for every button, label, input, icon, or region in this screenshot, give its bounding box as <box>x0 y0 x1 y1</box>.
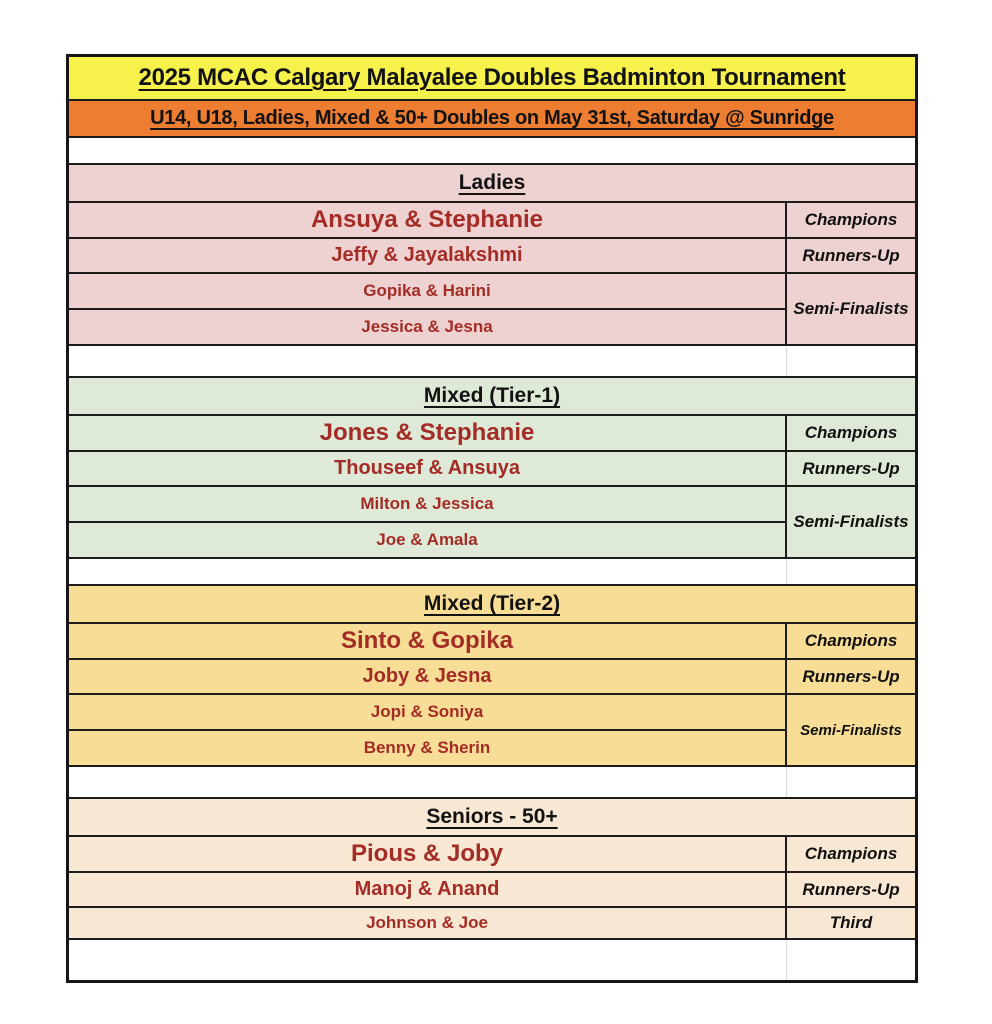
section-mixed-tier2 <box>69 584 915 765</box>
spacer-cell <box>786 767 915 797</box>
result-label: Runners-Up <box>802 666 900 686</box>
runnersup-names-cell <box>69 452 785 485</box>
table-row <box>69 237 915 272</box>
table-row <box>69 274 785 308</box>
spacer-cell <box>69 346 786 376</box>
table-row <box>69 487 785 521</box>
runnersup-names-cell <box>69 239 785 272</box>
tournament-title-row <box>69 57 915 99</box>
pair-names: Joe & Amala <box>376 530 478 549</box>
section-seniors-header <box>69 799 915 835</box>
table-row <box>69 695 785 729</box>
result-label: Semi-Finalists <box>800 721 902 739</box>
spacer-cell <box>69 940 786 980</box>
pair-names: Jessica & Jesna <box>361 317 493 336</box>
result-cell <box>785 624 915 658</box>
spacer-row <box>69 938 915 980</box>
semifinalists-rows <box>69 272 915 344</box>
table-row <box>69 521 785 557</box>
merged-result-cell <box>785 274 915 344</box>
pair-names: Joby & Jesna <box>362 665 492 687</box>
pair-names: Ansuya & Stephanie <box>310 206 544 233</box>
result-label: Champions <box>804 844 898 863</box>
champions-names-cell <box>69 203 785 237</box>
spacer-cell <box>786 940 915 980</box>
result-cell <box>785 416 915 450</box>
table-row <box>69 729 785 765</box>
spacer-cell <box>786 346 915 376</box>
champions-names-cell <box>69 837 785 871</box>
pair-names: Pious & Joby <box>350 840 504 867</box>
champions-names-cell <box>69 624 785 658</box>
runnersup-names-cell <box>69 873 785 906</box>
semifinalists-rows <box>69 485 915 557</box>
tournament-results-table <box>66 54 918 983</box>
section-ladies <box>69 163 915 344</box>
pair-names: Johnson & Joe <box>366 913 488 932</box>
tournament-subtitle-row <box>69 99 915 136</box>
result-cell <box>785 203 915 237</box>
result-label: Champions <box>804 210 898 229</box>
pair-names: Manoj & Anand <box>354 878 500 900</box>
table-row <box>69 308 785 344</box>
section-seniors <box>69 797 915 938</box>
spacer-cell <box>69 767 786 797</box>
result-label: Runners-Up <box>802 879 900 899</box>
spacer-cell <box>787 138 915 163</box>
pair-names: Thouseef & Ansuya <box>334 457 520 479</box>
result-cell <box>785 837 915 871</box>
table-row <box>69 658 915 693</box>
result-label: Third <box>829 913 873 932</box>
table-row <box>69 450 915 485</box>
section-mixed-tier2-title: Mixed (Tier-2) <box>423 592 561 615</box>
section-ladies-header <box>69 165 915 201</box>
result-label: Semi-Finalists <box>793 299 909 318</box>
section-mixed-tier1-header <box>69 378 915 414</box>
pair-names: Jones & Stephanie <box>319 419 535 446</box>
champions-names-cell <box>69 416 785 450</box>
runnersup-names-cell <box>69 660 785 693</box>
tournament-title: 2025 MCAC Calgary Malayalee Doubles Badminton Tournament <box>138 64 846 91</box>
result-label: Champions <box>804 631 898 650</box>
pair-names: Milton & Jessica <box>360 494 494 513</box>
spacer-cell <box>786 559 915 584</box>
table-row <box>69 906 915 938</box>
result-label: Semi-Finalists <box>793 512 909 531</box>
pair-names: Benny & Sherin <box>363 738 491 757</box>
merged-result-cell <box>785 487 915 557</box>
spacer-row <box>69 765 915 797</box>
third-names-cell <box>69 908 785 938</box>
result-cell <box>785 873 915 906</box>
result-cell <box>785 660 915 693</box>
result-cell <box>785 908 915 938</box>
section-mixed-tier1-title: Mixed (Tier-1) <box>423 384 561 407</box>
spacer-cell <box>69 559 786 584</box>
pair-names: Sinto & Gopika <box>340 627 513 654</box>
pair-names: Gopika & Harini <box>363 281 491 300</box>
section-ladies-title: Ladies <box>458 171 526 194</box>
merged-result-cell <box>785 695 915 765</box>
semifinalists-names-col <box>69 487 785 557</box>
tournament-subtitle: U14, U18, Ladies, Mixed & 50+ Doubles on May 31st, Saturday @ Sunridge <box>150 107 834 129</box>
semifinalists-rows <box>69 693 915 765</box>
result-cell <box>785 452 915 485</box>
spacer-cell <box>69 138 787 163</box>
spacer-row <box>69 344 915 376</box>
result-label: Runners-Up <box>802 458 900 478</box>
section-mixed-tier1 <box>69 376 915 557</box>
table-row <box>69 414 915 450</box>
table-row <box>69 871 915 906</box>
section-mixed-tier2-header <box>69 586 915 622</box>
result-label: Runners-Up <box>802 245 900 265</box>
section-seniors-title: Seniors - 50+ <box>426 805 558 828</box>
result-cell <box>785 239 915 272</box>
pair-names: Jeffy & Jayalakshmi <box>331 244 523 266</box>
semifinalists-names-col <box>69 274 785 344</box>
result-label: Champions <box>804 423 898 442</box>
table-row <box>69 622 915 658</box>
spacer-row <box>69 557 915 584</box>
table-row <box>69 835 915 871</box>
spacer-row <box>69 136 915 163</box>
pair-names: Jopi & Soniya <box>370 702 484 721</box>
semifinalists-names-col <box>69 695 785 765</box>
table-row <box>69 201 915 237</box>
